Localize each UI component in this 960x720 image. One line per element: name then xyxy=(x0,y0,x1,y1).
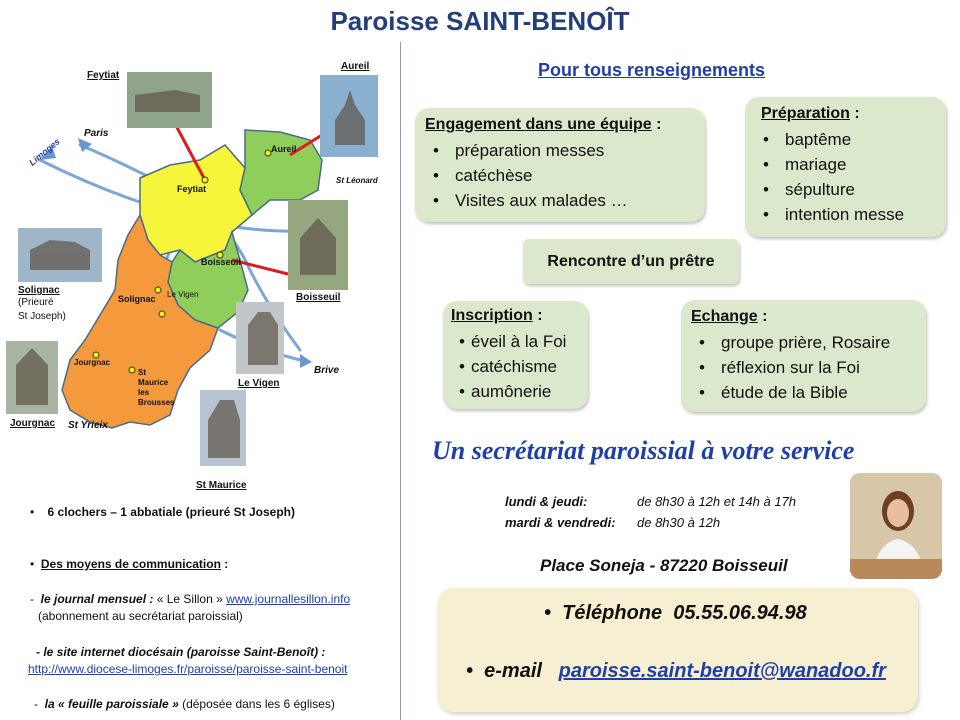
photo-sub-solignac-2: St Joseph) xyxy=(18,311,66,322)
inscription-list xyxy=(451,329,580,404)
clochers-text: 6 clochers – 1 abbatiale (prieuré St Joseph) xyxy=(47,505,295,519)
dot-feytiat xyxy=(202,177,208,183)
site-link[interactable]: http://www.diocese-limoges.fr/paroisse/paroisse-saint-benoit xyxy=(28,662,348,676)
list-item: • éveil à la Foi xyxy=(451,329,580,354)
photo-label-solignac: Solignac xyxy=(18,285,60,296)
map-graphic xyxy=(0,50,400,500)
echange-box xyxy=(681,300,926,412)
dot-solignac xyxy=(155,287,161,293)
preparation-list xyxy=(755,127,936,227)
engagement-list xyxy=(425,138,695,213)
hours-row-1 xyxy=(505,494,587,509)
feuille-label: la « feuille paroissiale » xyxy=(44,697,179,711)
echange-title: Echange : xyxy=(691,308,768,325)
city-limoges: Limoges xyxy=(27,136,62,168)
list-item: • intention messe xyxy=(755,202,936,227)
list-item: • baptême xyxy=(755,127,936,152)
journal-label: le journal mensuel : xyxy=(40,592,154,606)
site-label: - le site internet diocésain (paroisse Saint-Benoît) : xyxy=(36,645,326,659)
secretariat-heading: Un secrétariat paroissial à votre service xyxy=(432,436,855,465)
journal-name: « Le Sillon » xyxy=(153,592,227,606)
moyens-line: • Des moyens de communication : xyxy=(30,557,229,571)
city-brive: Brive xyxy=(314,365,340,376)
list-item: • préparation messes xyxy=(425,138,695,163)
journal-note: (abonnement au secrétariat paroissial) xyxy=(38,609,243,623)
hours-time-1: de 8h30 à 12h et 14h à 17h xyxy=(637,494,797,509)
rencontre-box xyxy=(523,239,739,284)
clochers-line: • 6 clochers – 1 abbatiale (prieuré St Joseph) xyxy=(30,505,295,519)
photo-sub-solignac-1: (Prieuré xyxy=(18,297,54,308)
secretary-photo xyxy=(850,473,942,579)
person-icon xyxy=(850,473,942,579)
inscription-box xyxy=(443,301,588,409)
list-item: • mariage xyxy=(755,152,936,177)
telephone-label: Téléphone xyxy=(562,602,663,624)
list-item: • aumônerie xyxy=(451,379,580,404)
list-item: • catéchèse xyxy=(425,163,695,188)
list-item: • Visites aux malades … xyxy=(425,188,695,213)
map-place-boisseuil: Boisseuil xyxy=(201,257,242,267)
list-item: • catéchisme xyxy=(451,354,580,379)
telephone-line: • Téléphone 05.55.06.94.98 xyxy=(544,602,807,624)
photo-label-st-maurice: St Maurice xyxy=(196,480,247,491)
church-icon-le-vigen xyxy=(248,312,278,365)
map-place-solignac: Solignac xyxy=(118,294,156,304)
hours-days-1: lundi & jeudi: xyxy=(505,494,588,509)
dot-le-vigen xyxy=(159,311,165,317)
map-place-le-vigen: Le Vigen xyxy=(167,290,199,299)
photo-label-jourgnac: Jourgnac xyxy=(10,418,56,429)
parish-map xyxy=(0,50,400,500)
rencontre-title: Rencontre d’un prêtre xyxy=(547,252,715,270)
photo-label-le-vigen: Le Vigen xyxy=(238,378,280,389)
column-divider xyxy=(400,42,401,720)
preparation-box xyxy=(745,97,946,237)
arrow-brive xyxy=(300,354,312,368)
list-item: • réflexion sur la Foi xyxy=(691,355,916,380)
hours-days-2: mardi & vendredi: xyxy=(505,515,616,530)
email-label: e-mail xyxy=(484,660,542,682)
map-place-aureil: Aureil xyxy=(271,144,297,154)
contact-box xyxy=(438,588,918,712)
map-place-st-maurice: St Maurice les Brousses xyxy=(138,368,175,407)
photo-label-feytiat: Feytiat xyxy=(87,70,120,81)
list-item: • groupe prière, Rosaire xyxy=(691,330,916,355)
engagement-box xyxy=(415,108,705,222)
list-item: • étude de la Bible xyxy=(691,380,916,405)
journal-line: - le journal mensuel : « Le Sillon » www.journallesillon.info xyxy=(30,592,351,606)
journal-link[interactable]: www.journallesillon.info xyxy=(226,592,351,606)
feuille-note: (déposée dans les 6 églises) xyxy=(178,697,335,711)
moyens-heading: Des moyens de communication xyxy=(40,557,221,571)
address: Place Soneja - 87220 Boisseuil xyxy=(540,556,788,575)
feuille-line: - la « feuille paroissiale » (déposée dans les 6 églises) xyxy=(34,697,335,711)
info-title: Pour tous renseignements xyxy=(538,60,766,80)
map-place-feytiat: Feytiat xyxy=(177,184,207,194)
telephone-number[interactable]: 05.55.06.94.98 xyxy=(673,602,807,624)
engagement-title: Engagement dans une équipe : xyxy=(425,116,662,133)
email-link[interactable]: paroisse.saint-benoit@wanadoo.fr xyxy=(558,660,886,682)
list-item: • sépulture xyxy=(755,177,936,202)
photo-label-aureil: Aureil xyxy=(341,61,370,72)
email-line: • e-mail paroisse.saint-benoit@wanadoo.fr xyxy=(466,660,886,682)
site-line xyxy=(36,645,325,659)
hours-time-2: de 8h30 à 12h xyxy=(637,515,721,530)
inscription-title: Inscription : xyxy=(451,307,543,324)
photo-label-boisseuil: Boisseuil xyxy=(296,292,341,303)
page-title: Paroisse SAINT-BENOÎT xyxy=(330,6,630,36)
city-paris: Paris xyxy=(84,128,109,139)
city-st-yrieix: St Yrieix xyxy=(68,420,108,431)
city-st-leonard: St Léonard xyxy=(336,176,378,185)
dot-st-maurice xyxy=(129,367,135,373)
hours-row-2 xyxy=(505,515,616,530)
map-place-jourgnac: Jourgnac xyxy=(74,358,111,367)
site-link-line xyxy=(28,662,347,676)
echange-list xyxy=(691,330,916,405)
preparation-title: Préparation : xyxy=(761,105,860,122)
